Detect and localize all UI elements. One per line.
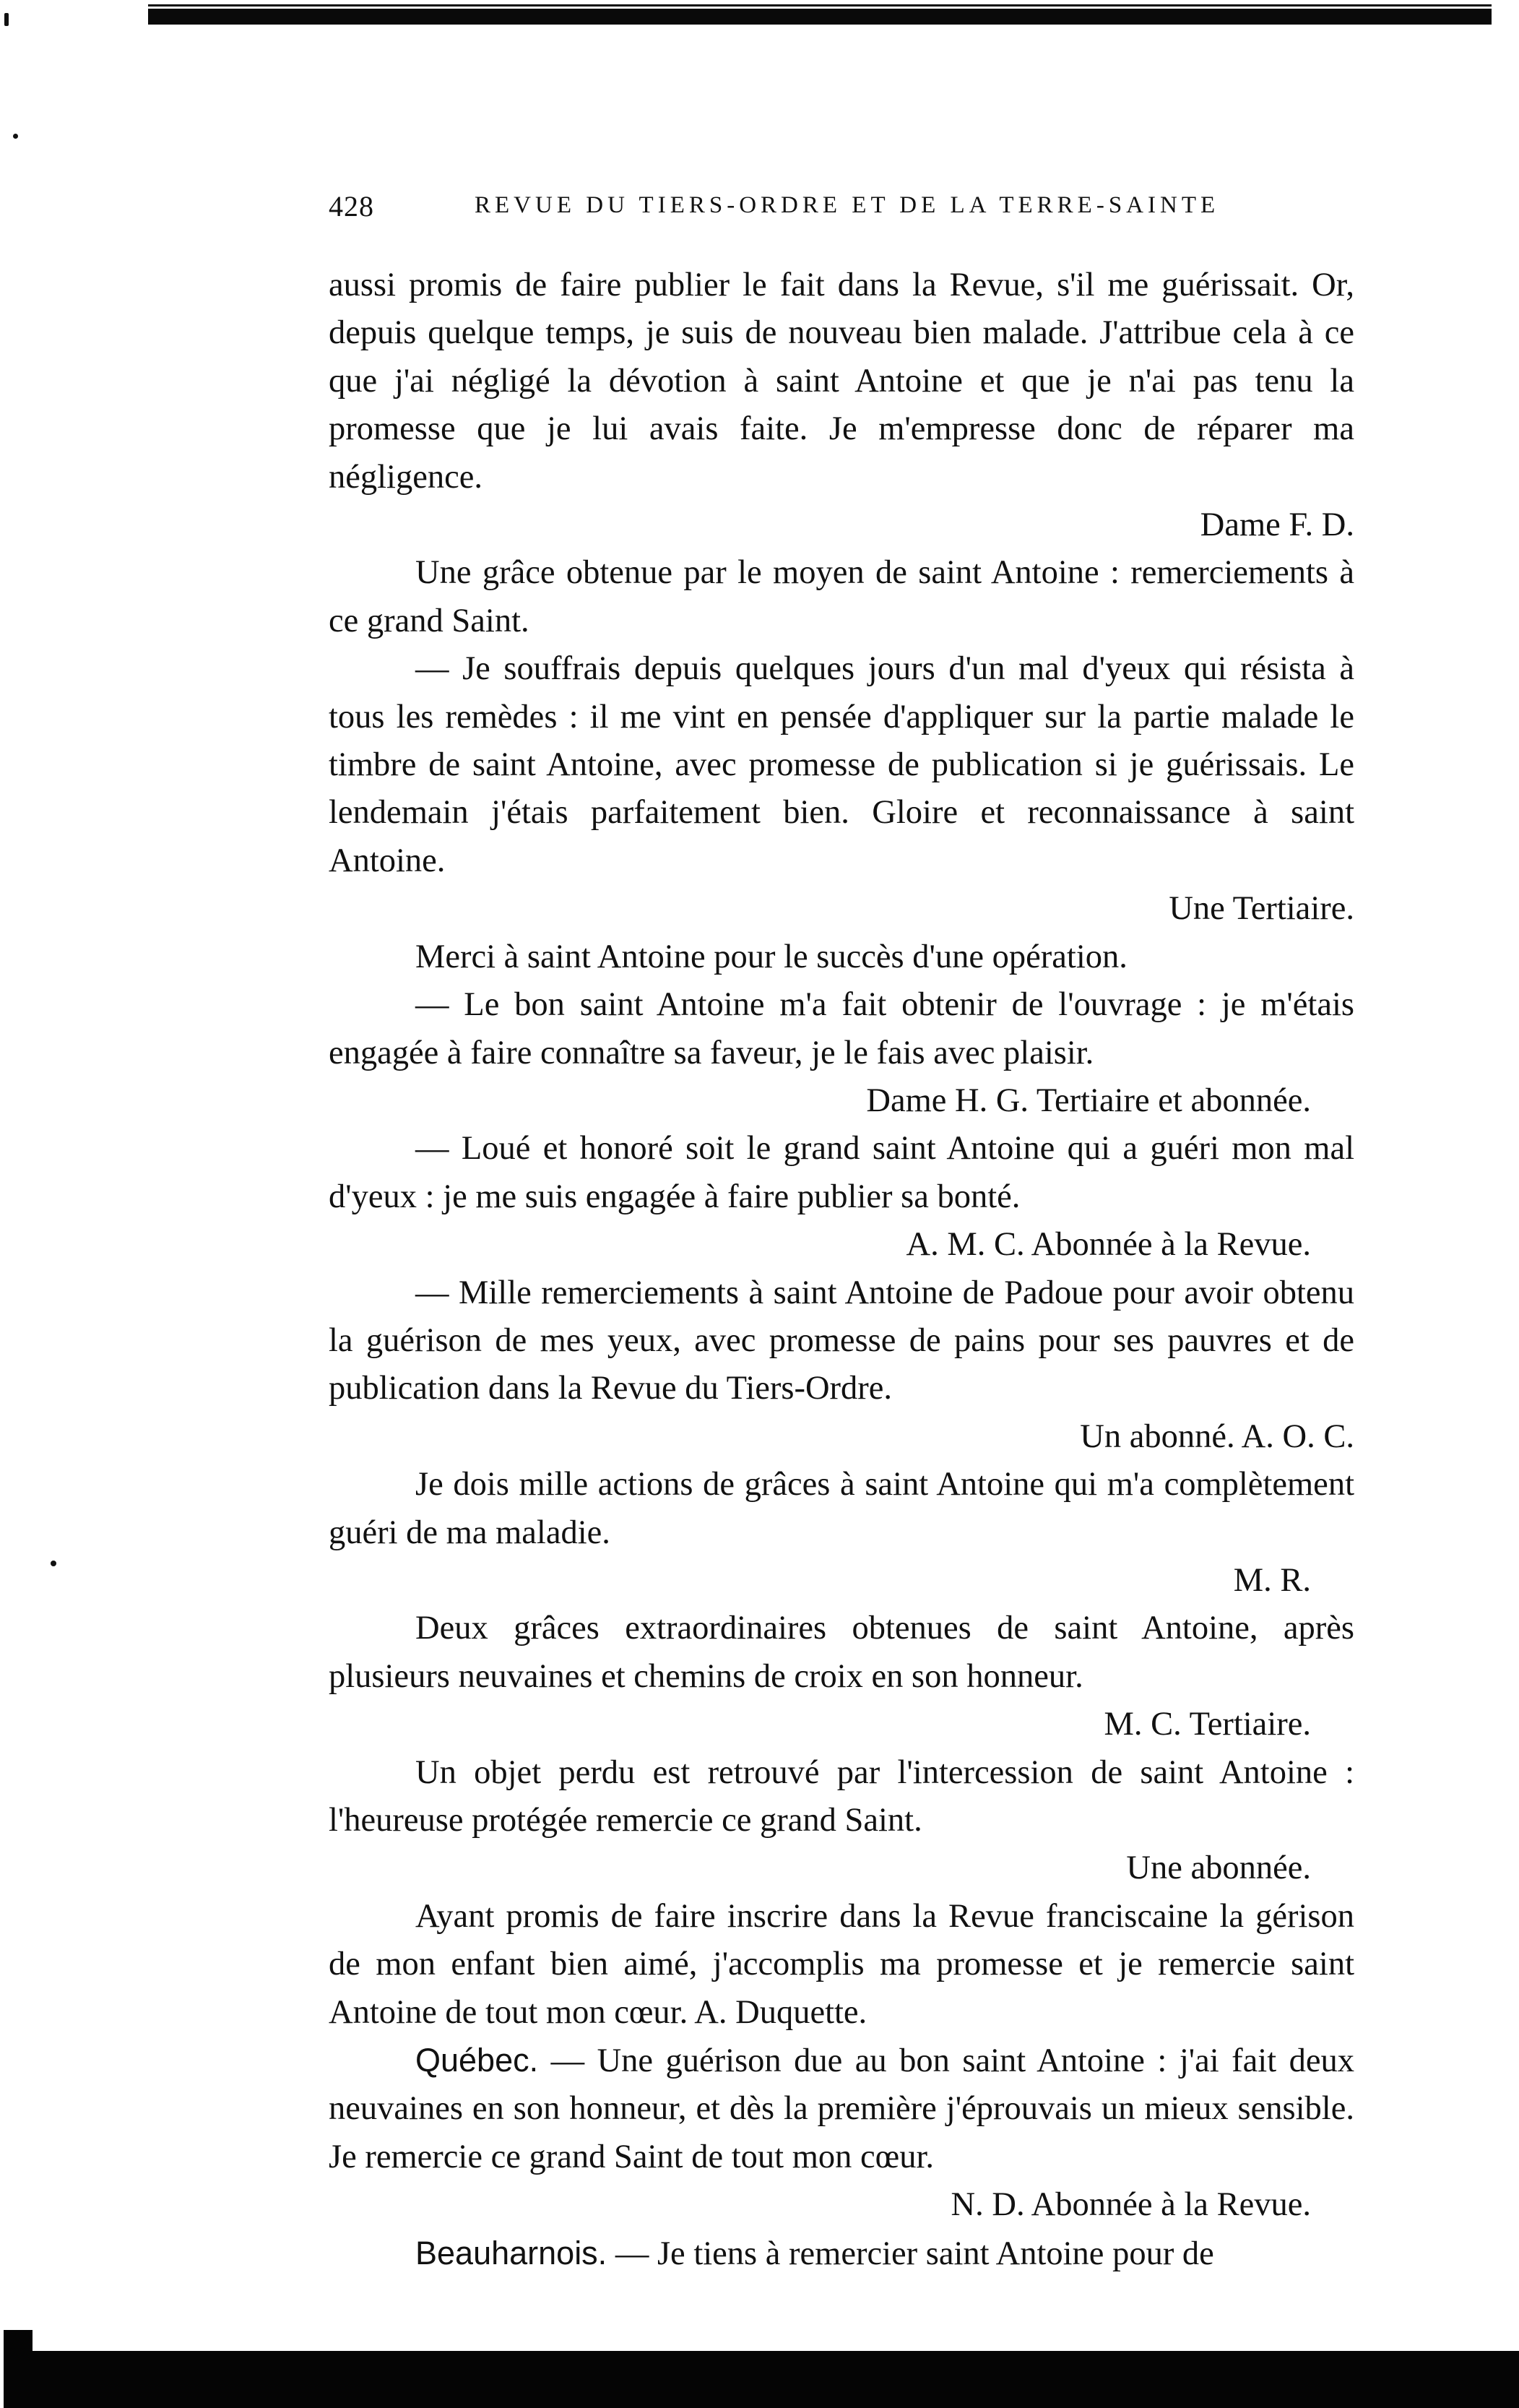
- signature: Une abonnée.: [1126, 1850, 1311, 1887]
- running-title: REVUE DU TIERS-ORDRE ET DE LA TERRE-SAINTE: [475, 192, 1220, 218]
- place-heading: Québec.: [415, 2042, 539, 2079]
- signature: M. C. Tertiaire.: [1104, 1706, 1311, 1743]
- scan-speck: [51, 1561, 56, 1566]
- paragraph: Ayant promis de faire inscrire dans la Revue franciscaine la gérison de mon enfant bien aimé, j'accomplis ma promesse et je remercie saint Antoine de tout mon cœur. A. Duquette.: [329, 1897, 1354, 2031]
- scan-speck: [4, 13, 9, 26]
- page-header: [329, 189, 1354, 233]
- paragraph: — Je souffrais depuis quelques jours d'un mal d'yeux qui résista à tous les remèdes : il me vint en pensée d'appliquer sur la partie malade le timbre de saint Antoine, avec promesse de publication si je guérissais. Le lendemain j'étais parfaitement bien. Gloire et reconnaissance à saint Antoine. Une Tertiaire.: [329, 645, 1354, 933]
- paragraph: Deux grâces extraordinaires obtenues de saint Antoine, après plusieurs neuvaines et chemins de croix en son honneur. M. C. Tertiaire.: [329, 1605, 1354, 1748]
- paragraph: Une grâce obtenue par le moyen de saint Antoine : remerciements à ce grand Saint.: [329, 554, 1354, 639]
- signature: A. M. C. Abonnée à la Revue.: [906, 1226, 1311, 1264]
- paragraph: — Loué et honoré soit le grand saint Antoine qui a guéri mon mal d'yeux : je me suis engagée à faire publier sa bonté. A. M. C. Abonnée à la Revue.: [329, 1125, 1354, 1269]
- signature: Dame H. G. Tertiaire et abonnée.: [866, 1082, 1311, 1119]
- signature: A. Duquette.: [694, 1993, 867, 2031]
- paragraph: Un objet perdu est retrouvé par l'intercession de saint Antoine : l'heureuse protégée remercie ce grand Saint. Une abonnée.: [329, 1749, 1354, 1893]
- signature: M. R.: [1233, 1561, 1311, 1599]
- bottom-border: [4, 2351, 1519, 2408]
- paragraph: — Le bon saint Antoine m'a fait obtenir de l'ouvrage : je m'étais engagée à faire connaître sa faveur, je le fais avec plaisir. Dame H. G. Tertiaire et abonnée.: [329, 981, 1354, 1125]
- signature: Un abonné. A. O. C.: [1080, 1417, 1354, 1455]
- bottom-border-notch: [4, 2330, 33, 2352]
- paragraph: Merci à saint Antoine pour le succès d'une opération.: [415, 938, 1128, 975]
- paragraph: Beauharnois. — Je tiens à remercier saint Antoine pour de: [415, 2234, 1214, 2272]
- paragraph: — Mille remerciements à saint Antoine de Padoue pour avoir obtenu la guérison de mes yeux, avec promesse de pains pour ses pauvres et de publication dans la Revue du Tiers-Ordre. Un abonné. A. O. C.: [329, 1269, 1354, 1462]
- signature: N. D. Abonnée à la Revue.: [951, 2186, 1311, 2224]
- place-heading: Beauharnois.: [415, 2234, 607, 2271]
- signature: Dame F. D.: [1200, 506, 1354, 544]
- scan-speck: [13, 134, 18, 139]
- paragraph: Québec. — Une guérison due au bon saint Antoine : j'ai fait deux neuvaines en son honneur, et dès la première j'éprouvais un mieux sensible. Je remercie ce grand Saint de tout mon cœur. N. D. Abonnée à la Revue.: [329, 2037, 1354, 2230]
- top-border-thin: [148, 4, 1492, 7]
- paragraph: Je dois mille actions de grâces à saint Antoine qui m'a complètement guéri de ma maladie. M. R.: [329, 1461, 1354, 1605]
- page-number: 428: [329, 190, 374, 223]
- top-border: [148, 9, 1492, 25]
- paragraph: aussi promis de faire publier le fait dans la Revue, s'il me guérissait. Or, depuis quelque temps, je suis de nouveau bien malade. J'attribue cela à ce que j'ai négligé la dévotion à saint Antoine et que je n'ai pas tenu la promesse que je lui avais faite. Je m'empresse donc de réparer ma négligence. Dame F. D.: [329, 262, 1354, 549]
- article-body: [329, 262, 1354, 2278]
- signature: Une Tertiaire.: [1169, 890, 1354, 928]
